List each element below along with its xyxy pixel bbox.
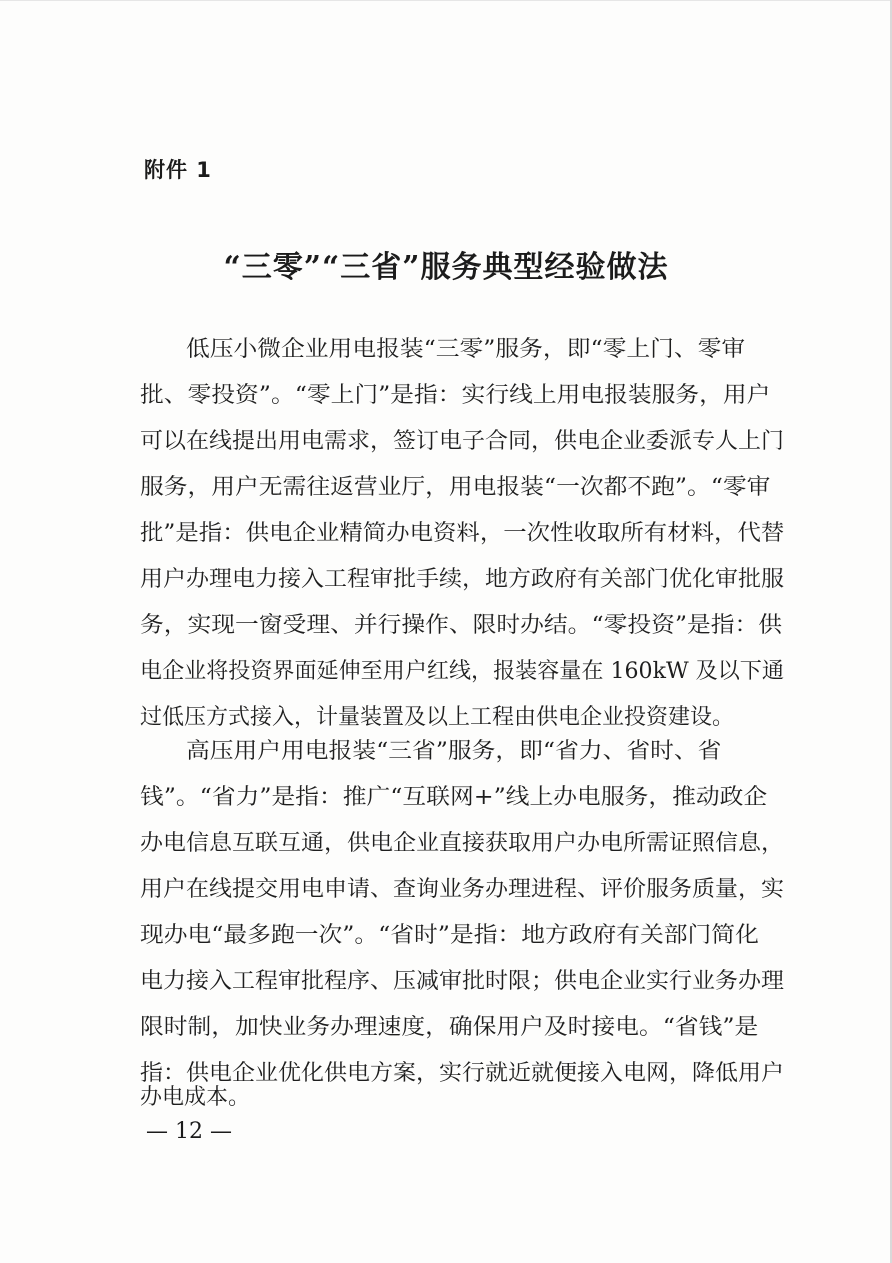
paragraph-line: 批、零投资”。“零上门”是指：实行线上用电报装服务，用户 bbox=[140, 383, 771, 408]
paragraph-line: 办电成本。 bbox=[140, 1085, 251, 1110]
paragraph-line: 电力接入工程审批程序、压减审批时限；供电企业实行业务办理 bbox=[140, 969, 785, 994]
paragraph-line: 电企业将投资界面延伸至用户红线，报装容量在 160kW 及以下通 bbox=[140, 659, 784, 684]
paragraph-line: 指：供电企业优化供电方案，实行就近就便接入电网，降低用户 bbox=[140, 1061, 785, 1086]
paragraph-line: 用户办理电力接入工程审批手续，地方政府有关部门优化审批服 bbox=[140, 567, 785, 592]
paragraph-line: 现办电“最多跑一次”。“省时”是指：地方政府有关部门简化 bbox=[140, 923, 759, 948]
scan-top-edge bbox=[0, 0, 892, 1]
document-title: “三零”“三省”服务典型经验做法 bbox=[223, 250, 669, 285]
paragraph-line: 钱”。“省力”是指：推广“互联网+”线上办电服务，推动政企 bbox=[140, 785, 768, 810]
paragraph-line: 务，实现一窗受理、并行操作、限时办结。“零投资”是指：供 bbox=[140, 613, 783, 638]
paragraph-line: 高压用户用电报装“三省”服务，即“省力、省时、省 bbox=[186, 739, 722, 764]
paragraph-line: 可以在线提出用电需求，签订电子合同，供电企业委派专人上门 bbox=[140, 429, 785, 454]
paragraph-line: 限时制，加快业务办理速度，确保用户及时接电。“省钱”是 bbox=[140, 1015, 759, 1040]
paragraph-line: 用户在线提交用电申请、查询业务办理进程、评价服务质量，实 bbox=[140, 877, 785, 902]
paragraph-line: 办电信息互联互通，供电企业直接获取用户办电所需证照信息， bbox=[140, 831, 785, 856]
paragraph-line: 低压小微企业用电报装“三零”服务，即“零上门、零审 bbox=[186, 337, 746, 362]
paragraph-line: 过低压方式接入，计量装置及以上工程由供电企业投资建设。 bbox=[140, 705, 735, 730]
paragraph-line: 批”是指：供电企业精简办电资料，一次性收取所有材料，代替 bbox=[140, 521, 785, 546]
paragraph-line: 服务，用户无需往返营业厅，用电报装“一次都不跑”。“零审 bbox=[140, 475, 771, 500]
page-number: — 12 — bbox=[146, 1119, 232, 1144]
attachment-label: 附件 1 bbox=[144, 158, 212, 182]
